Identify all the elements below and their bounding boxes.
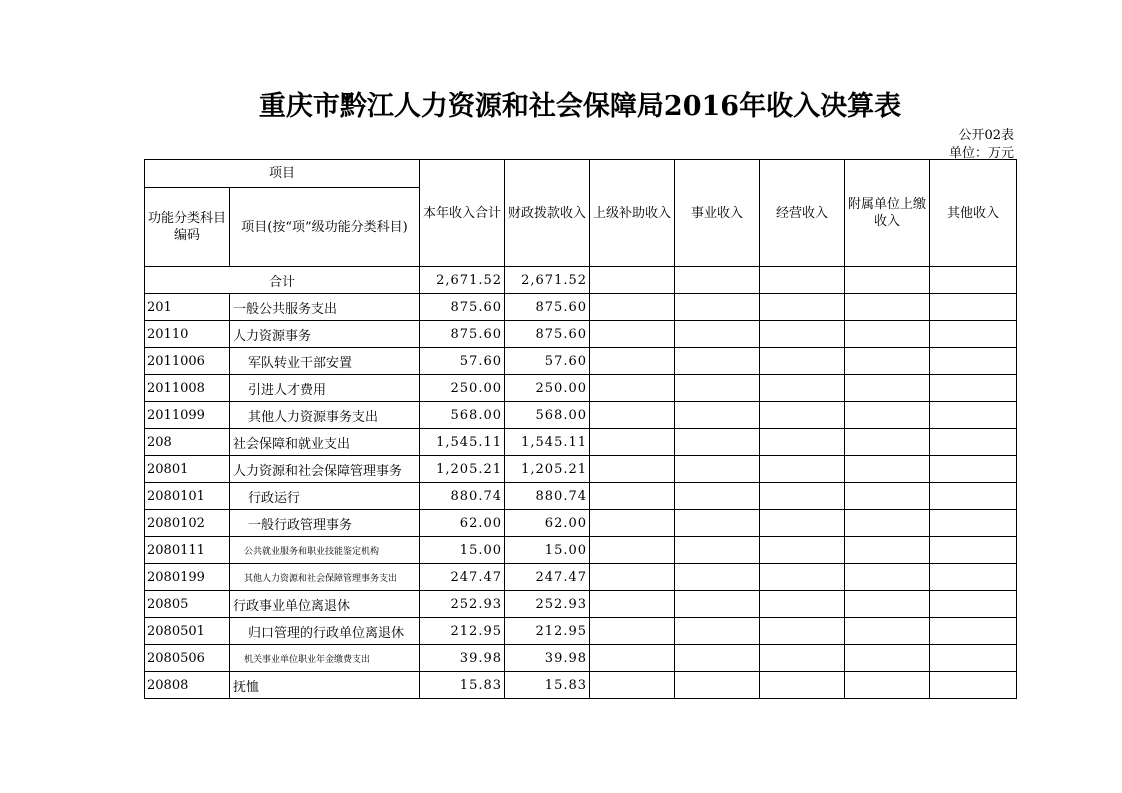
empty-cell	[590, 618, 675, 645]
empty-cell	[675, 483, 760, 510]
table-row	[145, 537, 1017, 564]
empty-cell	[930, 672, 1017, 699]
empty-cell	[675, 510, 760, 537]
empty-cell	[845, 456, 930, 483]
header-row-1	[145, 160, 1017, 188]
row-code: 2080102	[145, 510, 230, 537]
empty-cell	[590, 510, 675, 537]
table-row	[145, 618, 1017, 645]
row-total-income: 247.47	[420, 564, 505, 591]
empty-cell	[930, 591, 1017, 618]
header-project-name: 项目(按“项”级功能分类科目)	[230, 188, 420, 267]
row-name: 行政运行	[230, 483, 420, 510]
row-fiscal-income: 880.74	[505, 483, 590, 510]
row-code: 20801	[145, 456, 230, 483]
row-fiscal-income: 568.00	[505, 402, 590, 429]
empty-cell	[845, 564, 930, 591]
table-row	[145, 510, 1017, 537]
empty-cell	[930, 537, 1017, 564]
empty-cell	[930, 510, 1017, 537]
empty-cell	[845, 375, 930, 402]
table-row	[145, 429, 1017, 456]
empty-cell	[590, 321, 675, 348]
row-total-income: 39.98	[420, 645, 505, 672]
unit-label: 单位：万元	[948, 146, 1014, 161]
empty-cell	[760, 483, 845, 510]
row-name: 一般公共服务支出	[230, 294, 420, 321]
row-fiscal-income: 250.00	[505, 375, 590, 402]
row-total-income: 568.00	[420, 402, 505, 429]
empty-cell	[930, 618, 1017, 645]
row-fiscal-income: 212.95	[505, 618, 590, 645]
header-func-code: 功能分类科目编码	[145, 188, 230, 267]
header-affiliated: 附属单位上缴收入	[845, 160, 930, 267]
row-total-income: 875.60	[420, 321, 505, 348]
empty-cell	[760, 402, 845, 429]
row-total-income: 1,205.21	[420, 456, 505, 483]
page-title: 重庆市黔江人力资源和社会保障局2016年收入决算表	[258, 91, 902, 122]
empty-cell	[675, 402, 760, 429]
row-fiscal-income: 15.83	[505, 672, 590, 699]
empty-cell	[845, 537, 930, 564]
row-fiscal-income: 62.00	[505, 510, 590, 537]
row-code: 208	[145, 429, 230, 456]
empty-cell	[845, 321, 930, 348]
empty-cell	[930, 321, 1017, 348]
empty-cell	[760, 321, 845, 348]
row-name: 其他人力资源和社会保障管理事务支出	[230, 564, 420, 591]
empty-cell	[760, 645, 845, 672]
table-row	[145, 564, 1017, 591]
row-total-income: 250.00	[420, 375, 505, 402]
empty-cell	[760, 564, 845, 591]
row-code: 2011006	[145, 348, 230, 375]
empty-cell	[590, 564, 675, 591]
empty-cell	[760, 375, 845, 402]
row-code: 201	[145, 294, 230, 321]
empty-cell	[760, 429, 845, 456]
empty-cell	[845, 348, 930, 375]
header-operation: 经营收入	[760, 160, 845, 267]
row-fiscal-income: 247.47	[505, 564, 590, 591]
empty-cell	[675, 429, 760, 456]
row-name: 军队转业干部安置	[230, 348, 420, 375]
total-label: 合计	[145, 267, 420, 294]
empty-cell	[845, 429, 930, 456]
header-total: 本年收入合计	[420, 160, 505, 267]
empty-cell	[930, 456, 1017, 483]
total-income: 2,671.52	[420, 267, 505, 294]
empty-cell	[675, 375, 760, 402]
row-total-income: 1,545.11	[420, 429, 505, 456]
row-name: 机关事业单位职业年金缴费支出	[230, 645, 420, 672]
row-code: 20110	[145, 321, 230, 348]
row-code: 2080111	[145, 537, 230, 564]
empty-cell	[930, 429, 1017, 456]
empty-cell	[845, 672, 930, 699]
empty-cell	[760, 510, 845, 537]
row-fiscal-income: 252.93	[505, 591, 590, 618]
row-name: 公共就业服务和职业技能鉴定机构	[230, 537, 420, 564]
row-code: 2080506	[145, 645, 230, 672]
row-total-income: 880.74	[420, 483, 505, 510]
row-fiscal-income: 1,545.11	[505, 429, 590, 456]
empty-cell	[675, 645, 760, 672]
empty-cell	[675, 537, 760, 564]
table-row	[145, 672, 1017, 699]
row-code: 2080101	[145, 483, 230, 510]
table-row	[145, 402, 1017, 429]
header-superior: 上级补助收入	[590, 160, 675, 267]
row-name: 社会保障和就业支出	[230, 429, 420, 456]
total-row	[145, 267, 1017, 294]
empty-cell	[845, 645, 930, 672]
empty-cell	[930, 483, 1017, 510]
empty-cell	[590, 348, 675, 375]
row-code: 20808	[145, 672, 230, 699]
empty-cell	[845, 294, 930, 321]
empty-cell	[590, 429, 675, 456]
header-business: 事业收入	[675, 160, 760, 267]
empty-cell	[590, 672, 675, 699]
empty-cell	[675, 618, 760, 645]
empty-cell	[675, 564, 760, 591]
row-fiscal-income: 1,205.21	[505, 456, 590, 483]
total-fiscal: 2,671.52	[505, 267, 590, 294]
empty-cell	[590, 591, 675, 618]
empty-cell	[930, 402, 1017, 429]
header-other: 其他收入	[930, 160, 1017, 267]
table-row	[145, 348, 1017, 375]
empty-cell	[590, 294, 675, 321]
row-code: 2080501	[145, 618, 230, 645]
empty-cell	[675, 591, 760, 618]
table-row	[145, 645, 1017, 672]
row-name: 引进人才费用	[230, 375, 420, 402]
empty-cell	[590, 456, 675, 483]
empty-cell	[590, 483, 675, 510]
row-name: 其他人力资源事务支出	[230, 402, 420, 429]
row-total-income: 252.93	[420, 591, 505, 618]
empty-cell	[590, 402, 675, 429]
empty-cell	[590, 645, 675, 672]
header-fiscal: 财政拨款收入	[505, 160, 590, 267]
row-fiscal-income: 39.98	[505, 645, 590, 672]
empty-cell	[590, 537, 675, 564]
empty-cell	[760, 456, 845, 483]
empty-cell	[675, 321, 760, 348]
empty-cell	[845, 510, 930, 537]
empty-cell	[930, 645, 1017, 672]
empty-cell	[760, 537, 845, 564]
row-fiscal-income: 875.60	[505, 294, 590, 321]
row-name: 一般行政管理事务	[230, 510, 420, 537]
row-total-income: 212.95	[420, 618, 505, 645]
empty-cell	[675, 456, 760, 483]
row-total-income: 875.60	[420, 294, 505, 321]
data-rows	[145, 294, 1017, 699]
table-row	[145, 456, 1017, 483]
income-table	[144, 159, 1017, 699]
empty-cell	[930, 375, 1017, 402]
row-name: 归口管理的行政单位离退休	[230, 618, 420, 645]
empty-cell	[930, 294, 1017, 321]
row-total-income: 15.83	[420, 672, 505, 699]
row-name: 人力资源事务	[230, 321, 420, 348]
empty-cell	[845, 402, 930, 429]
empty-cell	[590, 375, 675, 402]
empty-cell	[930, 348, 1017, 375]
row-code: 2080199	[145, 564, 230, 591]
header-project-group: 项目	[145, 160, 420, 188]
row-fiscal-income: 15.00	[505, 537, 590, 564]
empty-cell	[845, 591, 930, 618]
empty-cell	[760, 672, 845, 699]
row-name: 抚恤	[230, 672, 420, 699]
empty-cell	[760, 618, 845, 645]
row-fiscal-income: 875.60	[505, 321, 590, 348]
table-row	[145, 321, 1017, 348]
empty-cell	[845, 483, 930, 510]
row-total-income: 15.00	[420, 537, 505, 564]
row-name: 人力资源和社会保障管理事务	[230, 456, 420, 483]
row-code: 20805	[145, 591, 230, 618]
empty-cell	[930, 564, 1017, 591]
empty-cell	[675, 672, 760, 699]
table-row	[145, 483, 1017, 510]
table-row	[145, 294, 1017, 321]
empty-cell	[760, 591, 845, 618]
row-fiscal-income: 57.60	[505, 348, 590, 375]
row-code: 2011099	[145, 402, 230, 429]
row-total-income: 57.60	[420, 348, 505, 375]
empty-cell	[845, 618, 930, 645]
table-row	[145, 375, 1017, 402]
row-name: 行政事业单位离退休	[230, 591, 420, 618]
empty-cell	[675, 348, 760, 375]
table-row	[145, 591, 1017, 618]
empty-cell	[675, 294, 760, 321]
empty-cell	[760, 348, 845, 375]
row-code: 2011008	[145, 375, 230, 402]
row-total-income: 62.00	[420, 510, 505, 537]
form-code: 公开02表	[958, 128, 1014, 143]
empty-cell	[760, 294, 845, 321]
